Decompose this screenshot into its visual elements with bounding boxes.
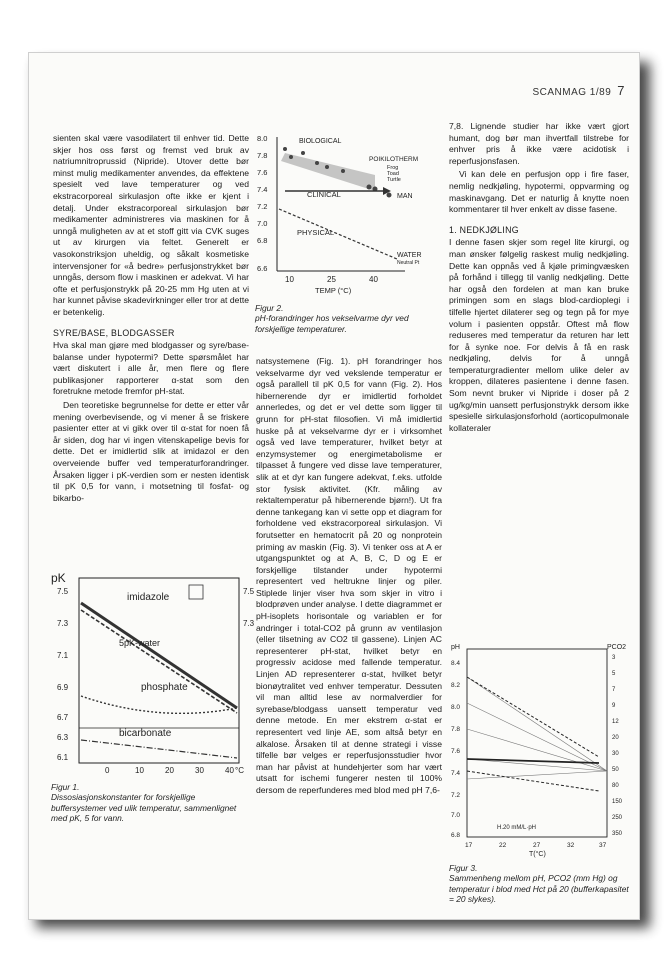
tick-label: 10 bbox=[135, 766, 144, 775]
fig1-xticks bbox=[105, 766, 244, 775]
tick-label: 40 bbox=[225, 766, 234, 775]
phosphate-label: phosphate bbox=[141, 682, 188, 693]
imidazole-ring-icon bbox=[189, 585, 203, 599]
paragraph: natsystemene (Fig. 1). pH forandringer hos vekselvarme dyr ved vekslende temperatur er også parallell til pK 0,5 for vann (Fig. 2). Hos hibernerende dyr er imidlertid forholdet annerledes, og det er vel dette som ligger til grunn for pH-stat filosofien. Vi må imidlertid huske på at vekselvarme dyr er i virksomhet også ved lave temperaturer, hvilket betyr at enzymsystemer og energimetabolisme er tilpasset å fungere ved disse lave temperaturer, slik at et dyr kan fungere adekvat, f.eks. utfolde stor fysisk aktivitet. (Kfr. måling av rektaltemperatur på hibernerende bjørn!). Ut fra denne tankegang kan vi sette opp et diagram for forholdene ved ekstracorporeal sirkulasjon. Vi forutsetter en hematocrit på 20 og nonprotein priming av maskin (Fig. 3). Vi tenker oss at A er utgangspunktet og at A, B, C, D og E er forskjellige tilstander under hypotermi representert ved heltrukne linjer og piler. Stiplede linjer viser hva som skjer in vitro i blodprøven under analyse. I dette diagrammet er pH-isoplets horisontale og variablen er for andringer i total-CO2 på grunn av ventilasjon (eller tilsetning av CO2 til gassene). Linjen AC representerer pH-stat, hvilket betyr en progressiv acidose med fallende temperatur. Linjen AD representerer α-stat, hvilket betyr bionøytralitet ved enhver temperatur. Dessuten vil man alltid lese av normalverdier for syrebase/blodgass uansett temperatur ved denne metode. En mer ekstrem α-stat er representert ved linje AE, som altså betyr en alkalose. Årsaken til at denne strategi i visse tilfelle bør velges er reperfusjonsstudier hvor man har påvist at hundehjerter som har vært utsatt for ischemi fungerer nesten til 100% dersom de reperfunderes med blod med pH 7,6- bbox=[256, 356, 442, 795]
tick-label: 6.8 bbox=[451, 832, 461, 839]
tick-label: 20 bbox=[612, 735, 619, 741]
tick-label: 7 bbox=[612, 687, 616, 693]
line-ac bbox=[467, 771, 599, 791]
figure-2 bbox=[255, 131, 443, 351]
fig1-plot bbox=[49, 568, 255, 783]
fig3-left-label: pH bbox=[451, 644, 460, 651]
fig3-caption-title: Figur 3. bbox=[449, 863, 478, 873]
fig1-caption-text: Dissosiasjonskonstanter for forskjellige buffersystemer ved ulik temperatur, sammenlignet med pK, 5 for vann. bbox=[51, 792, 237, 824]
tick-label: 30 bbox=[195, 766, 204, 775]
turtle-label: Turtle bbox=[387, 177, 401, 183]
tick-label: 32 bbox=[567, 842, 575, 849]
paragraph: 7,8. Lignende studier har ikke vært gjort humant, dog bør man ihvertfall tilstrebe for enhver pris å ikke være acidotisk i reperfusjonsfasen. bbox=[449, 121, 629, 166]
fig3-caption bbox=[449, 863, 633, 905]
tick-label: 7.5 bbox=[243, 587, 255, 596]
tick-label: 17 bbox=[465, 842, 473, 849]
tick-label: 7.3 bbox=[243, 619, 255, 628]
tick-label: 6.3 bbox=[57, 733, 69, 742]
tick-label: 3 bbox=[612, 655, 616, 661]
tick-label: 8.0 bbox=[451, 704, 461, 711]
tick-label: °C bbox=[235, 766, 244, 775]
figure-3 bbox=[449, 641, 635, 911]
tick-label: 150 bbox=[612, 799, 623, 805]
water-label: 5pK-water bbox=[119, 638, 161, 648]
tick-label: 7.2 bbox=[257, 202, 268, 211]
fig3-inner-label: H.20 mM/L·pH bbox=[497, 825, 537, 831]
paragraph: I denne fasen skjer som regel lite kirurgi, og man ønsker følgelig raskest mulig nedkjøling. Dette kan oppnås ved å kjøle primingvæsken på forhånd i tillegg til vanlig nedkjøling. Dette har også den fordelen at man kan bruke primingen som en slags blod-cardioplegi i tilfelle hjertet dilaterer seg og tegn på for mye volum i pasienten oppstår. Oftest må flow reduseres med temperatur da returen har lett for å synke noe. For delvis å få en rask nedkjøling, delvis for å unngå temperaturgradienter mellom ulike deler av kroppen, dilateres pasientene i denne fasen. Som nevnt bruker vi Nipride i doser på 2 ug/kg/min uansett perfusjonstrykk dersom ikke spesielle sirkulasjonsforhold (aorticopulmonale kollateraler bbox=[449, 237, 629, 433]
water-curve bbox=[81, 610, 237, 713]
toad-label: Toad bbox=[387, 171, 399, 177]
text-column-3 bbox=[449, 121, 629, 436]
tick-label: 25 bbox=[327, 275, 336, 284]
page-number: 7 bbox=[617, 83, 625, 98]
bicarbonate-label: bicarbonate bbox=[119, 728, 172, 739]
physical-label: PHYSICAL bbox=[297, 228, 335, 237]
tick-label: 22 bbox=[499, 842, 507, 849]
bicarbonate-curve bbox=[81, 740, 237, 758]
fig3-isopleths bbox=[467, 677, 607, 779]
biological-band bbox=[281, 153, 375, 191]
fig3-right-ticks bbox=[612, 655, 623, 837]
clinical-label: CLINICAL bbox=[307, 190, 341, 199]
fig1-ylabel: pK bbox=[51, 571, 66, 585]
fig2-caption bbox=[255, 303, 441, 334]
fig3-caption-text: Sammenheng mellom pH, PCO2 (mm Hg) og temperatur i blod med Hct på 20 (bufferkapasitet = 20 slykes). bbox=[449, 873, 629, 905]
tick-label: 80 bbox=[612, 783, 619, 789]
fig2-caption-text: pH-forandringer hos vekselvarme dyr ved forskjellige temperaturer. bbox=[255, 313, 409, 334]
tick-label: 7.3 bbox=[57, 619, 69, 628]
fig3-xlabel: T(°C) bbox=[529, 851, 546, 858]
tick-label: 8.4 bbox=[451, 660, 461, 667]
tick-label: 6.6 bbox=[257, 264, 268, 273]
tick-label: 9 bbox=[612, 703, 616, 709]
tick-label: 0 bbox=[105, 766, 110, 775]
tick-label: 30 bbox=[612, 751, 619, 757]
tick-label: 40 bbox=[369, 275, 378, 284]
frog-label: Frog bbox=[387, 165, 399, 171]
neutral-label: Neutral Pt bbox=[397, 260, 420, 266]
tick-label: 7.0 bbox=[451, 812, 461, 819]
phosphate-curve bbox=[81, 696, 237, 713]
tick-label: 7.0 bbox=[257, 219, 268, 228]
tick-label: 250 bbox=[612, 815, 623, 821]
poikilotherm-label: POIKILOTHERM bbox=[369, 156, 419, 163]
tick-label: 6.1 bbox=[57, 753, 69, 762]
fig3-right-label: PCO2 bbox=[607, 644, 627, 651]
journal-title: SCANMAG 1/89 bbox=[532, 87, 612, 98]
fig1-caption-title: Figur 1. bbox=[51, 782, 80, 792]
tick-label: 6.9 bbox=[57, 683, 69, 692]
tick-label: 7.8 bbox=[451, 726, 461, 733]
tick-label: 7.1 bbox=[57, 651, 69, 660]
tick-label: 6.7 bbox=[57, 713, 69, 722]
tick-label: 6.8 bbox=[257, 236, 268, 245]
tick-label: 7.8 bbox=[257, 151, 268, 160]
fig3-xticks bbox=[465, 842, 607, 849]
fig3-plot bbox=[449, 641, 635, 859]
tick-label: 7.4 bbox=[257, 185, 268, 194]
paragraph: sienten skal være vasodilatert til enhver tid. Dette skjer hos oss først og fremst ved bruk av natriumnitroprussid (Nipride). Utover dette bør minst mulig medikamenter anvendes, da effektene spesielt ved lave temperaturer og ved ekstracorporeal sirkulasjon ofte ikke er kjent i detalj. Under ekstracorporeal sirkulasjon bør medikamenter administreres via maskinen for å unngå muligheten av at et stoff gitt via CVK suges ut av kirurgen via feltet. Generelt er vasokonstriksjon uheldig, og såkalt kosmetiske intervensjoner for «å bedre» perfusjonstrykket bør unngås, dersom flow i maskinen er adekvat. Vi har ofte et perfusjonstrykk på 20-25 mm Hg uten at vi har kunnet påvise skadevirkninger eller tror at dette er betenkelig. bbox=[53, 133, 249, 317]
imidazole-label: imidazole bbox=[127, 592, 170, 603]
tick-label: 8.2 bbox=[451, 682, 461, 689]
paragraph: Vi kan dele en perfusjon opp i fire faser, nemlig nedkjøling, hypotermi, oppvarming og maskinavgang. Det er naturlig å knytte noen kommentarer til hver enkelt av disse fasene. bbox=[449, 169, 629, 215]
biological-label: BIOLOGICAL bbox=[299, 138, 342, 145]
figure-1 bbox=[49, 568, 255, 824]
fig2-xlabel: TEMP (°C) bbox=[315, 286, 352, 295]
paragraph: Den teoretiske begrunnelse for dette er etter vår mening overbevisende, og vi mener å se friskere pasienter etter at vi gikk over til α-stat for noen få år siden, dog har vi ingen vitenskapelige bevis for dette. Det er imidlertid slik at imidazol er den overveiende buffer ved temperaturforandringer. Årsaken ligger i pK-verdien som er nesten identisk til pK 0,5 for vann, i motsetning til fosfat- og bikarbo- bbox=[53, 400, 249, 503]
running-header bbox=[532, 83, 625, 98]
tick-label: 27 bbox=[533, 842, 541, 849]
fig2-xticks bbox=[285, 275, 378, 284]
tick-label: 20 bbox=[165, 766, 174, 775]
fig2-yticks bbox=[257, 134, 267, 273]
section-heading: SYRE/BASE, BLODGASSER bbox=[53, 327, 175, 338]
tick-label: 7.4 bbox=[451, 770, 461, 777]
tick-label: 7.5 bbox=[57, 587, 69, 596]
fig2-caption-title: Figur 2. bbox=[255, 303, 284, 313]
paragraph: Hva skal man gjøre med blodgasser og syre/base-balanse under hypotermi? Dette spørsmålet har vært diskutert i alle år, men flere og flere publikasjoner rapporterer α-stat som den foretrukne metode fremfor pH-stat. bbox=[53, 340, 249, 397]
section-heading: 1. NEDKJØLING bbox=[449, 224, 519, 235]
line-ad bbox=[467, 759, 599, 763]
text-column-2 bbox=[256, 356, 442, 799]
man-label: MAN bbox=[397, 193, 413, 200]
tick-label: 7.6 bbox=[451, 748, 461, 755]
fig2-plot bbox=[255, 131, 443, 299]
line-ae bbox=[467, 677, 599, 757]
tick-label: 7.6 bbox=[257, 168, 268, 177]
fig3-left-ticks bbox=[451, 660, 460, 839]
tick-label: 5 bbox=[612, 671, 616, 677]
tick-label: 12 bbox=[612, 719, 619, 725]
fig1-caption bbox=[51, 782, 247, 824]
tick-label: 50 bbox=[612, 767, 619, 773]
tick-label: 7.2 bbox=[451, 792, 461, 799]
text-column-1 bbox=[53, 133, 249, 506]
document-page bbox=[28, 52, 640, 920]
tick-label: 350 bbox=[612, 831, 623, 837]
tick-label: 8.0 bbox=[257, 134, 268, 143]
tick-label: 10 bbox=[285, 275, 294, 284]
tick-label: 37 bbox=[599, 842, 607, 849]
water-label: WATER bbox=[397, 252, 422, 259]
